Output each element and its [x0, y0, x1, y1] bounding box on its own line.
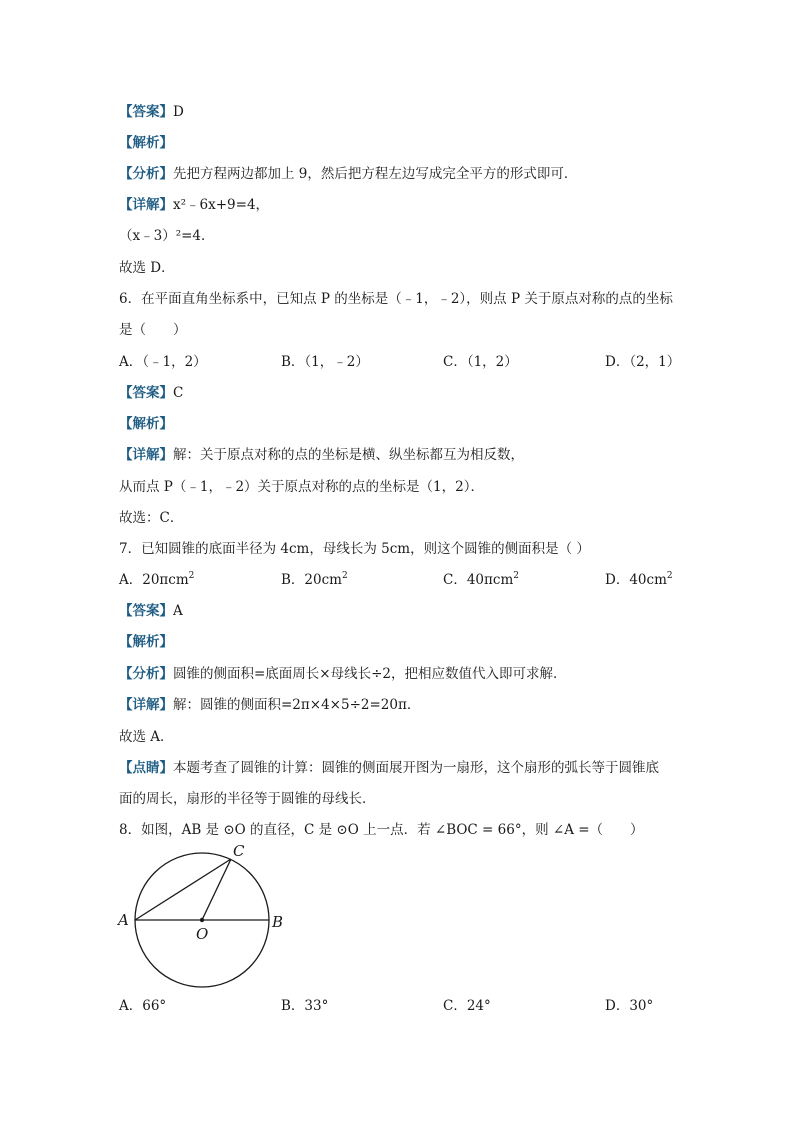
label-o: O [196, 925, 209, 943]
q7-conclusion: 故选 A． [119, 729, 174, 745]
q6-answer-line: 【答案】C [119, 385, 184, 401]
q6-conclusion: 故选：C． [119, 510, 184, 526]
answer-value: D [173, 104, 184, 120]
q5-conclusion: 故选 D． [119, 260, 175, 276]
q5-answer-line [119, 102, 184, 122]
q7-fenxi-line: 【分析】圆锥的侧面积=底面周长×母线长÷2，把相应数值代入即可求解． [119, 666, 567, 682]
q6-detail-line: 【详解】解：关于原点对称的点的坐标是横、纵坐标都互为相反数， [119, 447, 524, 463]
circle-figure [112, 840, 292, 1010]
q6-stem-2: 是（ ） [119, 322, 187, 338]
q7-dianjing-line-2: 面的周长，扇形的半径等于圆锥的母线长． [119, 791, 376, 807]
q7-option-c: C．40πcm$^2$ [443, 571, 519, 588]
q7-dianjing-line: 【点睛】本题考查了圆锥的计算：圆锥的侧面展开图为一扇形，这个扇形的弧长等于圆锥底 [119, 760, 659, 776]
q5-analysis-tag: 【解析】 [119, 135, 173, 151]
q8-stem: 8．如图，AB 是 ⊙O 的直径，C 是 ⊙O 上一点．若 ∠BOC = 66°，则 ∠A =（ ） [119, 822, 644, 838]
q5-detail-line: 【详解】x²﹣6x+9=4， [119, 197, 270, 213]
q6-stem-1: 6．在平面直角坐标系中，已知点 P 的坐标是（﹣1，﹣2），则点 P 关于原点对称的点的坐标 [119, 291, 673, 307]
q8-option-a: A．66° [119, 998, 167, 1014]
q5-detail-line-2: （x﹣3）²=4． [119, 228, 215, 244]
q8-option-d: D．30° [605, 998, 654, 1014]
q6-option-c: C．（1，2） [443, 354, 518, 370]
q7-detail-line: 【详解】解：圆锥的侧面积=2π×4×5÷2=20π． [119, 697, 421, 713]
q7-analysis-tag: 【解析】 [119, 634, 173, 650]
q7-stem: 7．已知圆锥的底面半径为 4cm，母线长为 5cm，则这个圆锥的侧面积是（ ） [119, 541, 590, 557]
label-c: C [233, 842, 245, 860]
label-a: A [118, 911, 129, 929]
q7-answer-line: 【答案】A [119, 603, 183, 619]
q8-option-c: C．24° [443, 998, 491, 1014]
q6-option-a: A．（﹣1，2） [119, 354, 207, 370]
q8-option-b: B．33° [281, 998, 329, 1014]
label-b: B [272, 913, 284, 931]
answer-tag: 【答案】 [119, 104, 173, 120]
center-point [200, 918, 204, 922]
q6-option-b: B．（1，﹣2） [281, 354, 369, 370]
q6-analysis-tag: 【解析】 [119, 416, 173, 432]
q5-fenxi-line: 【分析】先把方程两边都加上 9，然后把方程左边写成完全平方的形式即可． [119, 166, 578, 182]
q7-option-d: D．$40cm^2$ [605, 571, 673, 588]
q7-option-b: B．$20cm^2$ [281, 571, 348, 588]
q6-option-d: D．（2，1） [605, 354, 681, 370]
q7-option-a: A．20πcm$^2$ [119, 571, 195, 588]
q6-detail-line-2: 从而点 P（﹣1，﹣2）关于原点对称的点的坐标是（1，2）． [119, 479, 484, 495]
